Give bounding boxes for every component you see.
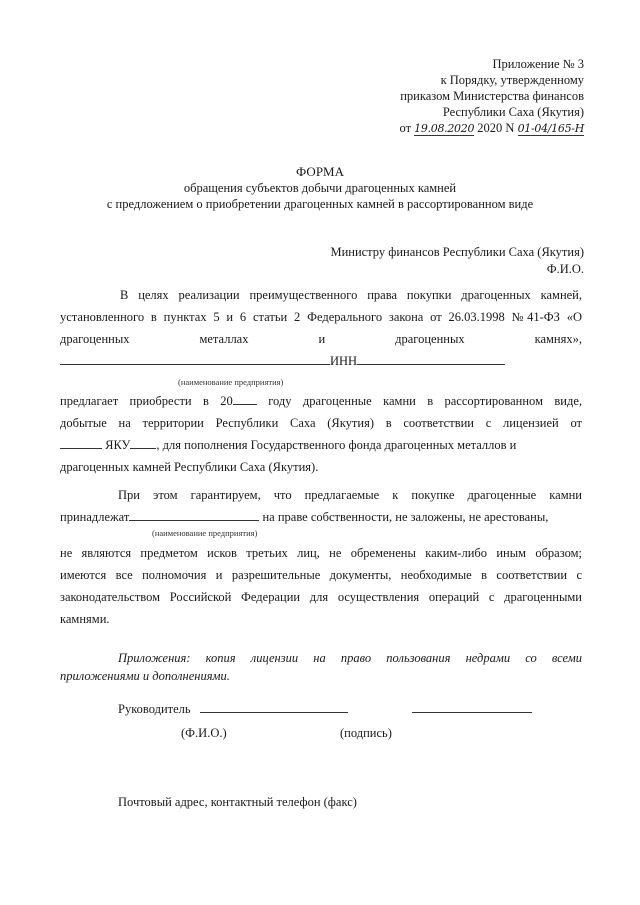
- paragraph-2-text-c: , для пополнения Государственного фонда драгоценных металлов и: [156, 438, 517, 452]
- inn-label: ИНН: [330, 354, 358, 368]
- org-name-field[interactable]: [60, 352, 330, 365]
- paragraph-4-line-3: законодательством Российской Федерации для осуществления операций с драгоценными: [60, 590, 582, 604]
- paragraph-3-line-1: При этом гарантируем, что предлагаемые к покупке драгоценные камни: [118, 488, 582, 502]
- paragraph-2-text-b: году драгоценные камни в рассортированном виде,: [268, 394, 582, 408]
- paragraph-4-line-2: имеются все полномочия и разрешительные документы, необходимые в соответствии с: [60, 568, 582, 582]
- paragraph-2-line-2: добытые на территории Республики Саха (Якутия) в соответствии с лицензией от: [60, 416, 582, 430]
- addressee-block: [330, 244, 584, 278]
- head-label: Руководитель: [118, 702, 191, 716]
- addressee-line-1: Министру финансов Республики Саха (Якутия): [330, 245, 584, 259]
- annex-line-2: к Порядку, утвержденному: [440, 73, 584, 87]
- annex-ref-date: 19.08.2020: [414, 122, 475, 135]
- paragraph-3: [60, 484, 582, 528]
- paragraph-4-line-4: камнями.: [60, 612, 110, 626]
- year-field[interactable]: [233, 392, 257, 405]
- annex-line-4: Республики Саха (Якутия): [442, 105, 584, 119]
- paragraph-1: [60, 284, 582, 372]
- paragraph-2-line-1: [60, 390, 582, 412]
- paragraph-2: [60, 390, 582, 478]
- form-title-line-3: с предложением о приобретении драгоценных камней в рассортированном виде: [106, 197, 534, 211]
- owner-name-field[interactable]: [129, 508, 259, 521]
- paragraph-1-line-2: установленного в пунктах 5 и 6 статьи 2 Федерального закона от 26.03.1998 №41-ФЗ «О: [60, 310, 582, 324]
- signature-caption: (подпись): [340, 726, 392, 740]
- org-inn-line: [60, 350, 582, 372]
- form-title-line-2: обращения субъектов добычи драгоценных камней: [183, 181, 457, 195]
- annex-ref-year-no: 2020 N: [477, 121, 515, 135]
- annex-line-3: приказом Министерства финансов: [400, 89, 584, 103]
- attachments-note: [60, 649, 582, 685]
- paragraph-2-text-a: предлагает приобрести в 20: [60, 394, 233, 408]
- annex-line-1: Приложение № 3: [492, 57, 584, 71]
- attachments-line-1: Приложения: копия лицензии на право пользования недрами со всеми: [118, 651, 582, 665]
- attachments-line-2: приложениями и дополнениями.: [60, 669, 230, 683]
- form-title-line-1: ФОРМА: [296, 164, 344, 179]
- annex-ref-from: от: [399, 121, 412, 135]
- paragraph-2-line-3: [60, 434, 582, 456]
- addressee-line-2: Ф.И.О.: [546, 262, 584, 276]
- inn-field[interactable]: [357, 352, 505, 365]
- paragraph-3-rest: на праве собственности, не заложены, не арестованы,: [262, 510, 549, 524]
- paragraph-2-line-4: драгоценных камней Республики Саха (Якутия).: [60, 460, 319, 474]
- owner-name-caption: (наименование предприятия): [152, 528, 258, 538]
- license-number-field[interactable]: [130, 436, 156, 449]
- license-yaku-label: ЯКУ: [105, 438, 131, 452]
- paragraph-3-line-2: [60, 506, 582, 528]
- paragraph-1-line-3: драгоценных металлах и драгоценных камнях»,: [60, 332, 582, 346]
- signature-field[interactable]: [412, 712, 532, 713]
- fio-caption: (Ф.И.О.): [181, 726, 227, 740]
- annex-reference: [399, 120, 584, 137]
- annex-header: [399, 56, 584, 137]
- org-name-caption: (наименование предприятия): [178, 377, 284, 387]
- annex-ref-number: 01-04/165-Н: [517, 122, 584, 135]
- paragraph-3-belong: принадлежат: [60, 510, 130, 524]
- paragraph-4: [60, 542, 582, 630]
- form-title: [0, 164, 640, 212]
- head-name-field[interactable]: [200, 712, 348, 713]
- paragraph-1-line-1: В целях реализации преимущественного права покупки драгоценных камней,: [120, 288, 582, 302]
- paragraph-4-line-1: не являются предметом исков третьих лиц, не обременены каким-либо иным образом;: [60, 546, 582, 560]
- license-date-field[interactable]: [60, 436, 102, 449]
- contacts-line: Почтовый адрес, контактный телефон (факс): [118, 795, 357, 809]
